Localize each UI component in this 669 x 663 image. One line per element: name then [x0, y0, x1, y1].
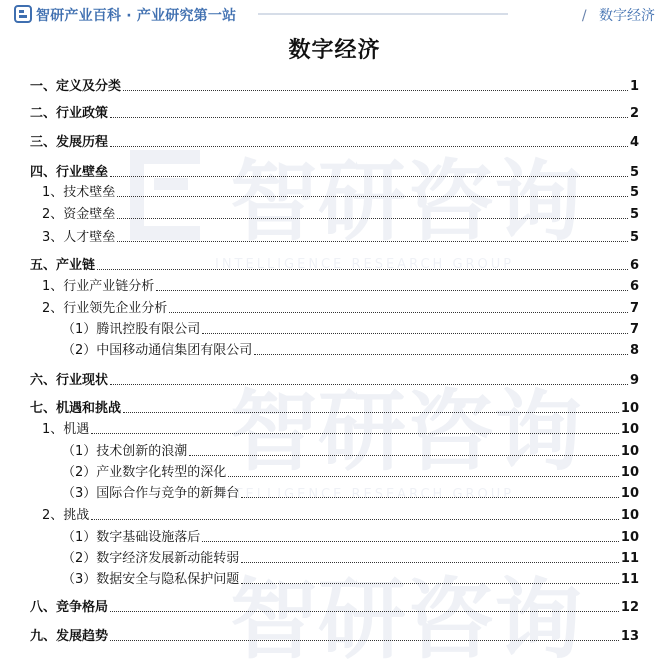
watermark-brand-3: 智研咨询	[230, 568, 583, 663]
toc-dot-leader	[189, 454, 619, 456]
toc-entry[interactable]	[0, 181, 669, 201]
toc-page-number: 5	[629, 165, 639, 180]
toc-entry[interactable]	[0, 339, 669, 359]
toc-entry[interactable]	[0, 275, 669, 295]
toc-page-number: 7	[629, 301, 639, 316]
toc-dot-leader	[110, 175, 628, 177]
toc-dot-leader	[123, 411, 619, 413]
toc-entry[interactable]	[0, 397, 669, 417]
toc-dot-leader	[169, 311, 628, 313]
breadcrumb-current[interactable]: 数字经济	[599, 8, 655, 24]
toc-dot-leader	[202, 540, 619, 542]
toc-entry[interactable]	[0, 226, 669, 246]
toc-entry-title: （1）技术创新的浪潮	[62, 444, 188, 459]
toc-dot-leader	[110, 639, 619, 641]
toc-entry[interactable]	[0, 461, 669, 481]
toc-page-number: 13	[620, 629, 639, 644]
toc-page-number: 10	[620, 401, 639, 416]
toc-dot-leader	[241, 496, 619, 498]
toc-entry-title: 2、挑战	[42, 508, 90, 523]
toc-dot-leader	[228, 475, 619, 477]
toc-entry[interactable]	[0, 297, 669, 317]
toc-page-number: 5	[629, 230, 639, 245]
toc-page-number: 7	[629, 322, 639, 337]
toc-page-number: 5	[629, 185, 639, 200]
toc-entry-title: 2、行业领先企业分析	[42, 301, 168, 316]
toc-page-number: 8	[629, 343, 639, 358]
toc-entry[interactable]	[0, 568, 669, 588]
toc-dot-leader	[117, 195, 628, 197]
watermark-tagline: INTELLIGENCE RESEARCH GROUP	[215, 257, 515, 272]
toc-page-number: 10	[620, 422, 639, 437]
toc-entry-title: 二、行业政策	[30, 106, 109, 121]
toc-entry-title: 一、定义及分类	[30, 79, 122, 94]
toc-page-number: 2	[629, 106, 639, 121]
toc-entry[interactable]	[0, 547, 669, 567]
toc-page-number: 10	[620, 486, 639, 501]
toc-entry[interactable]	[0, 254, 669, 274]
toc-dot-leader	[117, 217, 628, 219]
toc-dot-leader	[110, 145, 628, 147]
toc-entry-title: （2）产业数字化转型的深化	[62, 465, 227, 480]
toc-page-number: 4	[629, 135, 639, 150]
toc-entry-title: 1、机遇	[42, 422, 90, 437]
toc-page-number: 10	[620, 465, 639, 480]
toc-dot-leader	[156, 289, 628, 291]
toc-page-number: 1	[629, 79, 639, 94]
watermark-brand: 智研咨询	[230, 150, 583, 253]
toc-page-number: 6	[629, 279, 639, 294]
toc-entry[interactable]	[0, 131, 669, 151]
toc-entry-title: 1、技术壁垒	[42, 185, 116, 200]
toc-page-number: 10	[620, 508, 639, 523]
toc-entry-title: 八、竞争格局	[30, 600, 109, 615]
toc-entry[interactable]	[0, 369, 669, 389]
toc-entry-title: 九、发展趋势	[30, 629, 109, 644]
toc-entry-title: （1）腾讯控股有限公司	[62, 322, 201, 337]
toc-entry-title: 3、人才壁垒	[42, 230, 116, 245]
toc-entry-title: 2、资金壁垒	[42, 207, 116, 222]
toc-page-number: 11	[620, 551, 639, 566]
toc-entry[interactable]	[0, 418, 669, 438]
toc-entry[interactable]	[0, 596, 669, 616]
toc-entry[interactable]	[0, 161, 669, 181]
toc-entry[interactable]	[0, 440, 669, 460]
toc-dot-leader	[254, 353, 628, 355]
toc-entry-title: 五、产业链	[30, 258, 96, 273]
toc-page-number: 6	[629, 258, 639, 273]
toc-dot-leader	[110, 383, 628, 385]
toc-dot-leader	[110, 116, 628, 118]
toc-entry[interactable]	[0, 203, 669, 223]
toc-entry-title: 七、机遇和挑战	[30, 401, 122, 416]
toc-page-number: 12	[620, 600, 639, 615]
toc-entry-title: （1）数字基础设施落后	[62, 530, 201, 545]
toc-page-number: 9	[629, 373, 639, 388]
toc-entry-title: 六、行业现状	[30, 373, 109, 388]
toc-dot-leader	[241, 582, 619, 584]
site-name[interactable]: 智研产业百科 · 产业研究第一站	[36, 8, 237, 24]
toc-dot-leader	[117, 240, 628, 242]
toc-entry[interactable]	[0, 504, 669, 524]
toc-entry[interactable]	[0, 625, 669, 645]
toc-entry-title: （2）中国移动通信集团有限公司	[62, 343, 253, 358]
watermark-brand-2: 智研咨询	[230, 380, 583, 483]
toc-entry-title: 三、发展历程	[30, 135, 109, 150]
toc-dot-leader	[202, 332, 628, 334]
toc-entry-title: （3）国际合作与竞争的新舞台	[62, 486, 240, 501]
toc-entry[interactable]	[0, 482, 669, 502]
toc-page-number: 10	[620, 444, 639, 459]
toc-page-number: 10	[620, 530, 639, 545]
toc-entry-title: 1、行业产业链分析	[42, 279, 155, 294]
toc-entry-title: （2）数字经济发展新动能转弱	[62, 551, 240, 566]
toc-entry-title: 四、行业壁垒	[30, 165, 109, 180]
toc-dot-leader	[241, 561, 619, 563]
toc-dot-leader	[91, 518, 619, 520]
toc-entry-title: （3）数据安全与隐私保护问题	[62, 572, 240, 587]
watermark-tagline-2: INTELLIGENCE RESEARCH GROUP	[215, 487, 515, 502]
toc-dot-leader	[91, 432, 619, 434]
toc-dot-leader	[123, 89, 628, 91]
toc-entry[interactable]	[0, 75, 669, 95]
toc-dot-leader	[97, 268, 628, 270]
toc-page-number: 5	[629, 207, 639, 222]
page-title: 数字经济	[288, 37, 381, 63]
breadcrumb-separator: /	[581, 8, 587, 24]
toc-page-number: 11	[620, 572, 639, 587]
toc-entry[interactable]	[0, 526, 669, 546]
toc-entry[interactable]	[0, 318, 669, 338]
toc-entry[interactable]	[0, 102, 669, 122]
toc-dot-leader	[110, 610, 619, 612]
